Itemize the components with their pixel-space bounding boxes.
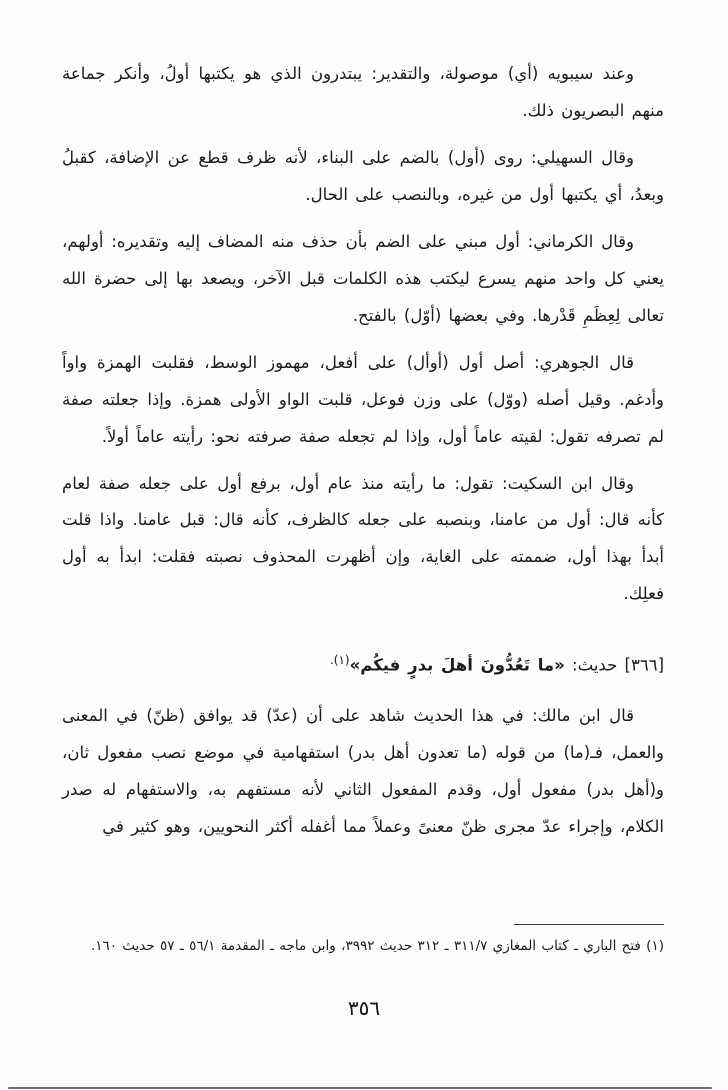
footnote-ref-marker: (١). bbox=[329, 653, 350, 668]
paragraph-ibn-sikkit: وقال ابن السكيت: تقول: ما رأيته منذ عام أول، برفع أول على جعله صفة لعام كأنه قال: أول من عامنا، وبنصبه على جعله كالظرف، كأنه قال: قبل عامنا. واذا قلت أبدأ بهذا أول، ضممته على الغاية، وإن أظهرت المحذوف نصبته فقلت: ابدأ به أول فعلِك. bbox=[62, 473, 664, 604]
paragraph-suhayli: وقال السهيلي: روى (أول) بالضم على البناء، لأنه ظرف قطع عن الإضافة، كقبلُ وبعدُ، أي يكتبها أول من غيره، وبالنصب على الحال. bbox=[62, 147, 664, 204]
footnote-area bbox=[62, 924, 664, 960]
hadith-heading bbox=[62, 647, 664, 684]
scan-bottom-edge bbox=[8, 1087, 712, 1089]
footnote-text: (١) فتح الباري ـ كتاب المغازي ٣١١/٧ ـ ٣١٢ حديث ٣٩٩٢، وابن ماجه ـ المقدمة ٥٦/١ ـ ٥٧ حديث ١٦٠. bbox=[90, 938, 664, 954]
paragraph-kirmani: وقال الكرماني: أول مبني على الضم بأن حذف منه المضاف إليه وتقديره: أولهم، يعني كل واحد منهم يسرع ليكتب هذه الكلمات قبل الآخر، ويصعد بها إلى حضرة الله تعالى لِعِظَمِ قَدْرها. وفي بعضها (أوّل) بالفتح. bbox=[62, 231, 664, 325]
hadith-number-label: [٣٦٦] حديث: bbox=[564, 655, 664, 675]
footnote-separator-rule bbox=[514, 924, 664, 925]
page-number: ٣٥٦ bbox=[347, 996, 381, 1020]
paragraph-sibawayh: وعند سيبويه (أي) موصولة، والتقدير: يبتدرون الذي هو يكتبها أولُ، وأنكر جماعة منهم البصريون ذلك. bbox=[62, 64, 664, 120]
paragraph-jawhari: قال الجوهري: أصل أول (أوأل) على أفعل، مهموز الوسط، فقلبت الهمزة واواً وأدغم. وقيل أصله (ووّل) على وزن فوعل، قلبت الواو الأولى همزة. وإذا جعلته صفة لم تصرفه تقول: لقيته عاماً أول، وإذا لم تجعله صفة صرفته نحو: رأيته عاماً أولاً. bbox=[62, 352, 664, 446]
hadith-quote: «ما تَعُدُّونَ أهلَ بدرٍ فيكُم» bbox=[349, 655, 565, 675]
paragraph-ibn-malik: قال ابن مالك: في هذا الحديث شاهد على أن (عدّ) قد يوافق (ظنّ) في المعنى والعمل، فـ(ما) من قوله (ما تعدون أهل بدر) استفهامية في موضع نصب مفعول ثان، و(أهل بدر) مفعول أول، وقدم المفعول الثاني لأنه مستفهم به، والاستفهام له صدر الكلام، وإجراء عدّ مجرى ظنّ معنىً وعملاً مما أغفله أكثر النحويين، وهو كثير في bbox=[62, 706, 664, 836]
main-text-block bbox=[62, 56, 664, 856]
